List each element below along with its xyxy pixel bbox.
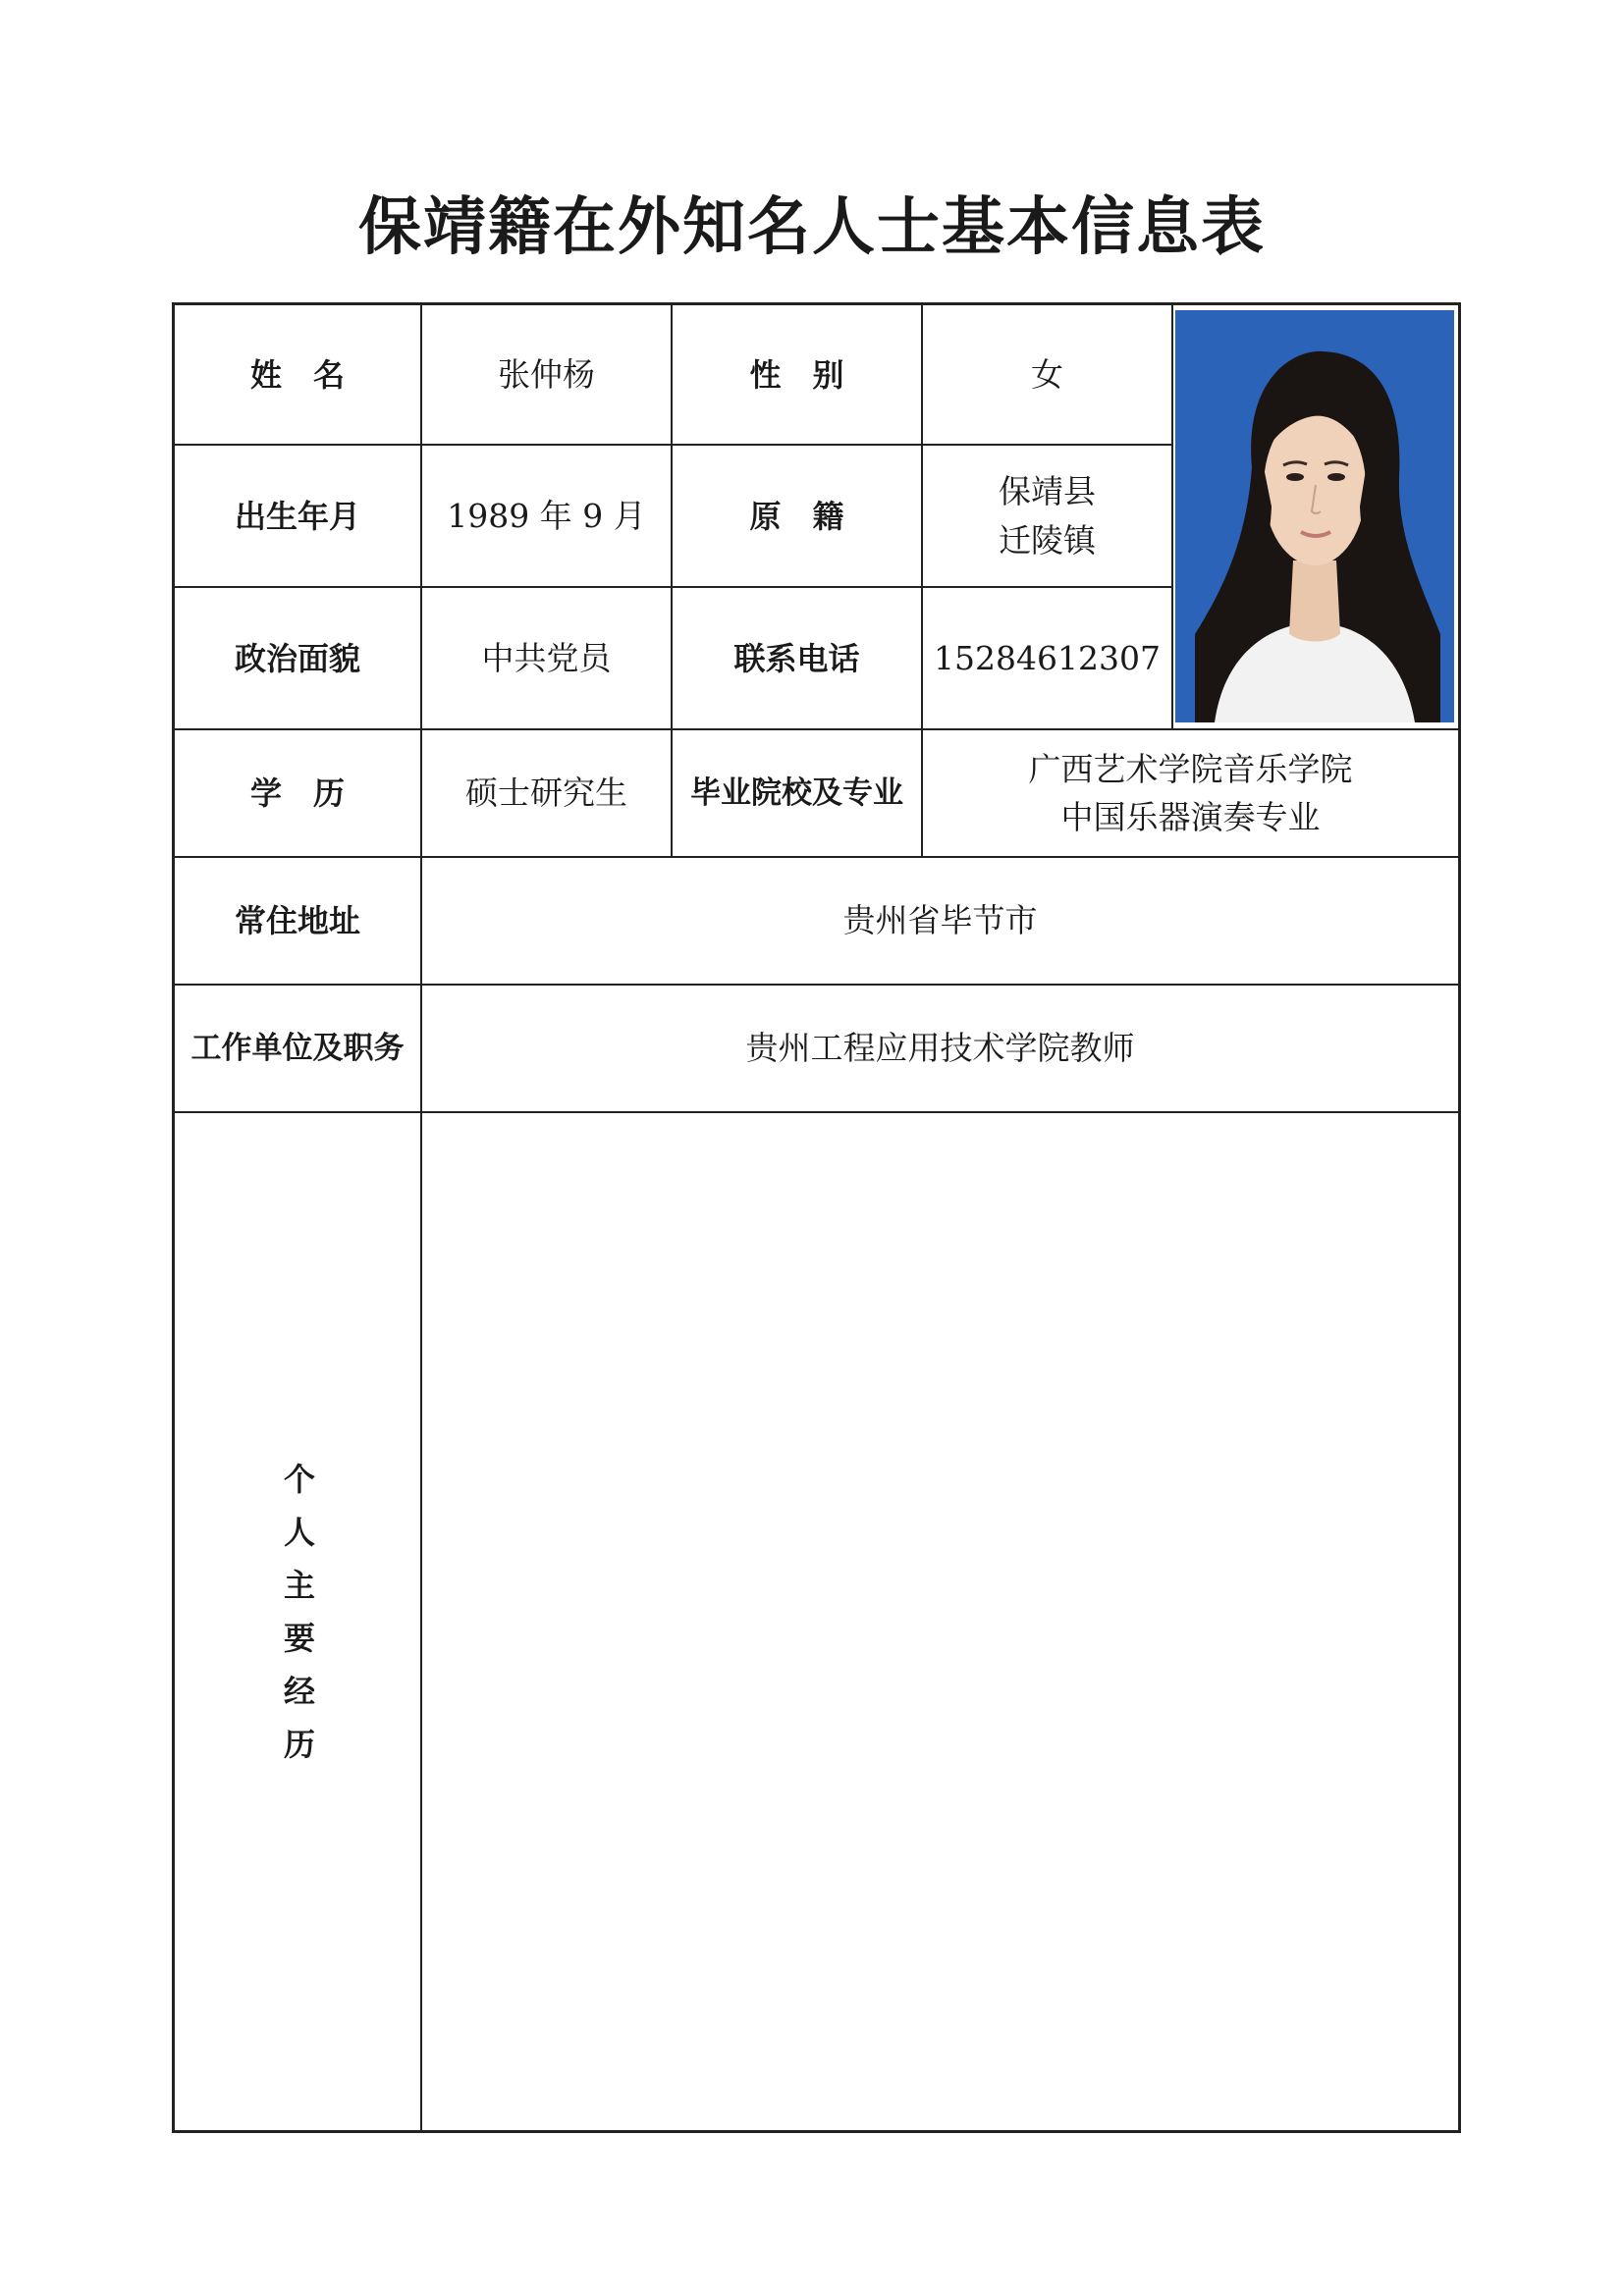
experience-label: 个人主要经历	[279, 1463, 316, 1781]
work-value: 贵州工程应用技术学院教师	[745, 1029, 1135, 1068]
phone-label: 联系电话	[733, 639, 860, 677]
name-value: 张仲杨	[498, 354, 595, 394]
birth-label: 出生年月	[234, 497, 360, 535]
experience-value	[422, 1113, 1458, 2130]
education-value: 硕士研究生	[465, 774, 627, 813]
political-value: 中共党员	[481, 638, 612, 677]
birth-value: 1989 年 9 月	[447, 496, 646, 535]
grid-line	[1171, 302, 1173, 729]
school-value: 广西艺术学院音乐学院 中国乐器演奏专业	[1028, 749, 1353, 836]
phone-value: 15284612307	[934, 638, 1161, 677]
origin-value: 保靖县 迁陵镇	[999, 472, 1096, 560]
portrait-photo	[1175, 310, 1454, 722]
address-label: 常住地址	[234, 902, 360, 939]
gender-value: 女	[1031, 354, 1063, 394]
experience-label-cell	[175, 1113, 420, 2130]
origin-label: 原 籍	[749, 497, 844, 535]
name-label: 姓 名	[249, 355, 345, 394]
gender-label: 性 别	[749, 355, 844, 394]
page-title: 保靖籍在外知名人士基本信息表	[358, 190, 1266, 264]
address-value: 贵州省毕节市	[842, 901, 1038, 940]
work-label: 工作单位及职务	[190, 1030, 405, 1066]
political-label: 政治面貌	[234, 639, 360, 677]
school-label: 毕业院校及专业	[690, 774, 903, 811]
education-label: 学 历	[249, 774, 345, 812]
